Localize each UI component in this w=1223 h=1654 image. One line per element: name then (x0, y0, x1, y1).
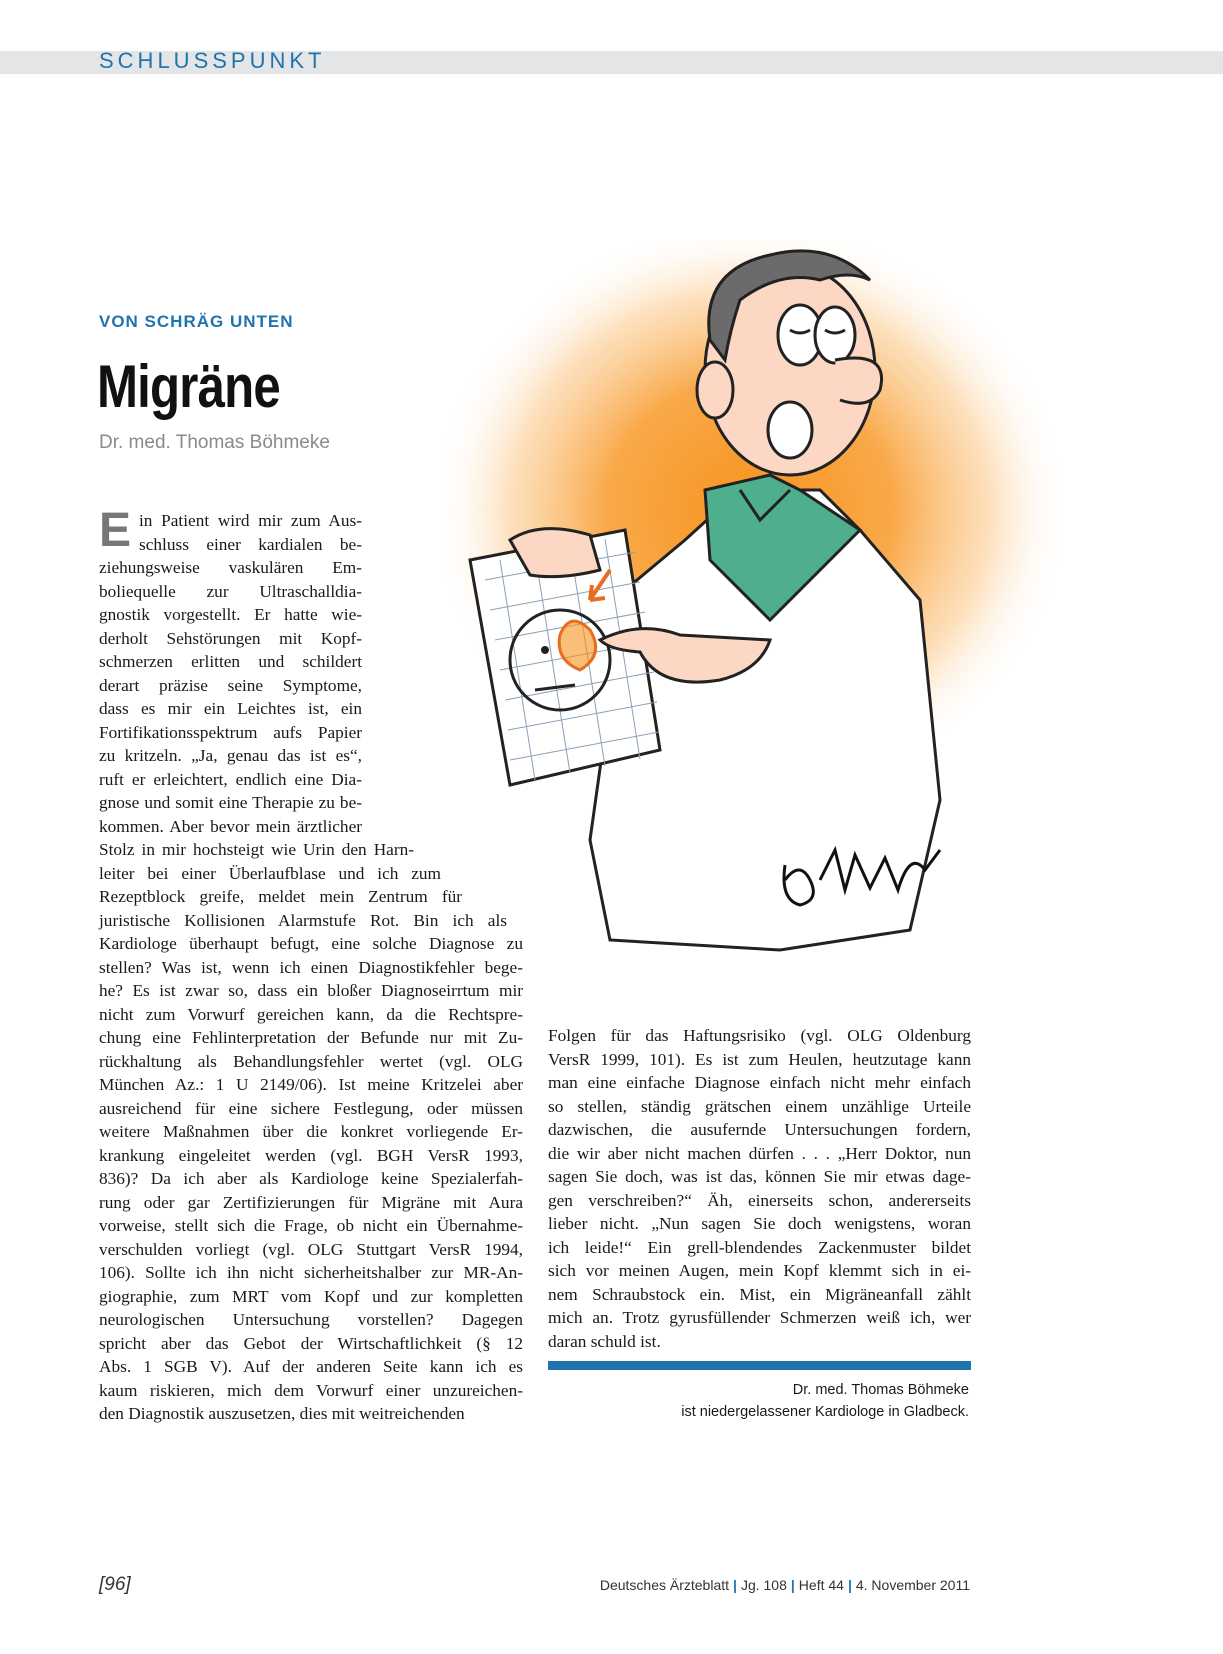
body-line: ich leide!“ Ein grell-blendendes Zackenmuster bildet (548, 1237, 971, 1257)
body-line: schmerzen erlitten und schildert (99, 652, 362, 671)
body-line: he? Es ist zwar so, dass ein bloßer Diagnoseirrtum mir (99, 981, 523, 1000)
body-line: kaum riskieren, mich dem Vorwurf einer unzureichen- (99, 1380, 523, 1400)
section-band (0, 48, 1223, 74)
body-line: die wir aber nicht machen dürfen . . . „Herr Doktor, nun (548, 1143, 971, 1163)
body-line: weitere Maßnahmen über die konkret vorliegende Er- (99, 1122, 523, 1141)
body-line: ausreichend für eine sichere Festlegung, oder müssen (99, 1098, 523, 1118)
body-line: sagen Sie doch, was ist das, können Sie mir etwas dage- (548, 1167, 971, 1186)
body-line: gnostik vorgestellt. Er hatte wie- (99, 605, 362, 624)
body-line: man eine einfache Diagnose einfach nicht mehr einfach (548, 1073, 971, 1092)
body-line: giographie, zum MRT vom Kopf und zur kompletten (99, 1286, 523, 1306)
body-line: boliequelle zur Ultraschalldia- (99, 581, 362, 601)
body-line: juristische Kollisionen Alarmstufe Rot. Bin ich als (99, 910, 507, 930)
body-line: nicht zum Vorwurf gereichen kann, da die Rechtspre- (99, 1004, 523, 1024)
journal-name: Deutsches Ärzteblatt (599, 1577, 730, 1593)
body-line: Abs. 1 SGB V). Auf der anderen Seite kann ich es (99, 1357, 523, 1376)
journal-issue: Heft 44 (798, 1577, 844, 1593)
body-column-2 (548, 1024, 971, 1353)
journal-footer (600, 1577, 970, 1593)
body-line: verschulden vorliegt (vgl. OLG Stuttgart VersR 1994, (99, 1239, 523, 1259)
drop-cap: E (99, 504, 132, 557)
body-line: 836)? Da ich aber als Kardiologe keine Spezialerfah- (99, 1169, 523, 1188)
body-line: zu kritzeln. „Ja, genau das ist es“, (99, 746, 362, 765)
body-line: so stellen, ständig grätschen einem unzählige Urteile (548, 1096, 971, 1116)
body-line: derart präzise seine Symptome, (99, 675, 362, 695)
body-line: krankung eingeleitet werden (vgl. BGH VersR 1993, (99, 1145, 523, 1165)
body-line: Rezeptblock greife, meldet mein Zentrum für (99, 887, 462, 906)
body-line: VersR 1999, 101). Es ist zum Heulen, heutzutage kann (548, 1049, 971, 1069)
article-title: Migräne (97, 353, 280, 420)
bio-role: ist niedergelassener Kardiologe in Gladbeck. (681, 1404, 969, 1420)
body-line: nem Schraubstock ein. Mist, ein Migräneanfall zählt (548, 1284, 971, 1304)
body-line: Folgen für das Haftungsrisiko (vgl. OLG Oldenburg (548, 1026, 971, 1045)
body-line: rung oder gar Zertifizierungen für Migräne mit Aura (99, 1192, 523, 1212)
body-line: ruft er erleichtert, endlich eine Dia- (99, 769, 362, 789)
body-line: rückhaltung als Behandlungsfehler wertet (vgl. OLG (99, 1051, 523, 1071)
body-line: lieber nicht. „Nun sagen Sie doch wenigstens, woran (548, 1214, 971, 1233)
author-bio (548, 1379, 969, 1423)
body-line: den Diagnostik auszusetzen, dies mit weitreichenden (99, 1404, 465, 1423)
journal-date: 4. November 2011 (855, 1577, 970, 1593)
body-line: kommen. Aber bevor mein ärztlicher (99, 816, 362, 836)
footer-separator: | (847, 1577, 852, 1593)
body-line: in Patient wird mir zum Aus- (139, 511, 362, 530)
body-line: mich an. Trotz gyrusfüllender Schmerzen weiß ich, wer (548, 1308, 971, 1327)
body-line: dass es mir ein Leichtes ist, ein (99, 699, 362, 718)
body-line: dazwischen, die ausufernde Untersuchungen fordern, (548, 1120, 971, 1139)
body-line: leiter bei einer Überlaufblase und ich zum (99, 863, 441, 883)
body-line: stellen? Was ist, wenn ich einen Diagnostikfehler bege- (99, 957, 523, 977)
body-line: gnose und somit eine Therapie zu be- (99, 793, 362, 812)
article-kicker: VON SCHRÄG UNTEN (99, 312, 294, 331)
body-line: ziehungsweise vaskulären Em- (99, 558, 362, 577)
bio-rule (548, 1361, 971, 1370)
body-line: Fortifikationsspektrum aufs Papier (99, 722, 362, 742)
body-line: Stolz in mir hochsteigt wie Urin den Harn- (99, 840, 414, 859)
bio-name: Dr. med. Thomas Böhmeke (792, 1382, 969, 1398)
section-label: SCHLUSSPUNKT (99, 48, 326, 73)
body-line: schluss einer kardialen be- (139, 534, 362, 554)
body-line: spricht aber das Gebot der Wirtschaftlichkeit (§ 12 (99, 1333, 523, 1353)
body-line: derholt Sehstörungen mit Kopf- (99, 628, 362, 648)
body-line: München Az.: 1 U 2149/06). Ist meine Kritzelei aber (99, 1075, 523, 1094)
page-number: [96] (99, 1574, 131, 1595)
body-line: sich vor meinen Augen, mein Kopf klemmt sich in ei- (548, 1261, 971, 1280)
footer-separator: | (733, 1577, 737, 1593)
body-line: neurologischen Untersuchung vorstellen? Dagegen (99, 1310, 523, 1329)
journal-volume: Jg. 108 (740, 1577, 787, 1593)
body-column-1 (99, 504, 523, 1426)
body-line: daran schuld ist. (548, 1331, 661, 1351)
article-author: Dr. med. Thomas Böhmeke (99, 432, 330, 453)
body-line: chung eine Fehlinterpretation der Befunde nur mit Zu- (99, 1028, 523, 1047)
body-line: 106). Sollte ich ihn nicht sicherheitshalber zur MR-An- (99, 1263, 523, 1282)
body-line: Kardiologe überhaupt befugt, eine solche Diagnose zu (99, 934, 523, 953)
cartoon-illustration (440, 240, 1090, 1000)
footer-separator: | (790, 1577, 795, 1593)
body-line: gen verschreiben?“ Äh, einerseits schon, andererseits (548, 1190, 971, 1210)
body-line: vorweise, stellt sich die Frage, ob nicht ein Übernahme- (99, 1216, 523, 1235)
